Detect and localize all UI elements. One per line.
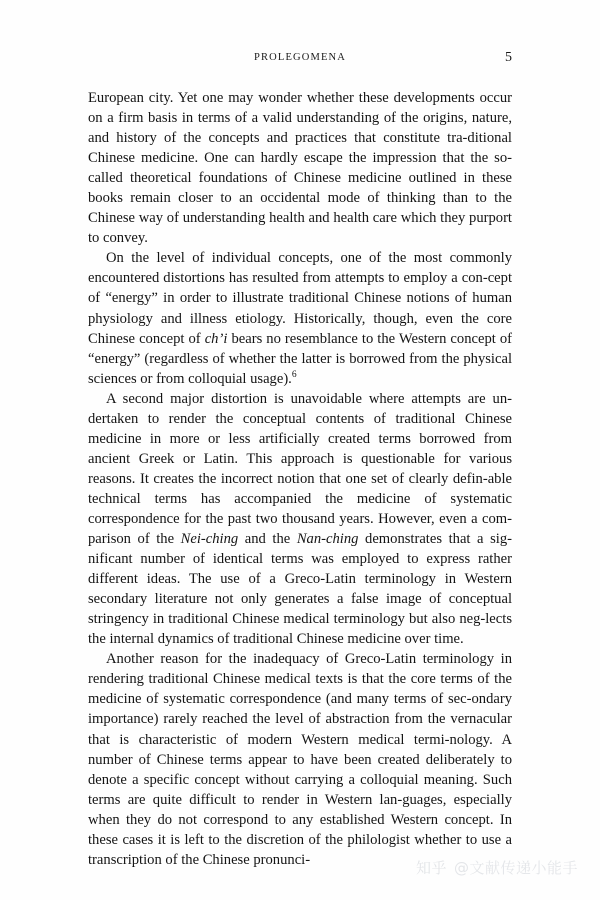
text-run: A second major distortion is unavoidable where attempts are un-dertaken to render the conceptual contents of traditional Chinese medicine in more or less artificially created terms borrowed from ancient Greek or Latin. This approach is questionable for various reasons. It creates the incorrect notion that one set of clearly defin-able technical terms has accompanied the medicine of systematic correspondence for the past two thousand years. However, even a com-parison of the — [88, 390, 512, 548]
body-text-block — [88, 88, 512, 870]
text-run: On the level of individual concepts, one of the most commonly encountered distortions has resulted from attempts to employ a con-cept of “energy” in order to illustrate traditional Chinese notions of human physiology and illness etiology. Historically, though, even the core Chinese concept of — [88, 250, 512, 347]
text-run: demonstrates that a sig-nificant number of identical terms was employed to express rather different ideas. The use of a Greco-Latin terminology in Western secondary literature not only generates a false image of conceptual stringency in traditional Chinese medical terminology but also neg-lects the internal dynamics of traditional Chinese medicine over time. — [88, 531, 512, 648]
watermark — [416, 857, 578, 878]
text-run: bears no resemblance to the Western concept of “energy” (regardless of whether the latter is borrowed from the physical sciences or from colloquial usage). — [88, 330, 512, 387]
watermark-handle: @文献传递小能手 — [453, 859, 578, 877]
italic-term: ch’i — [204, 330, 228, 347]
paragraph — [88, 649, 512, 870]
paragraph — [88, 248, 512, 388]
running-head — [88, 52, 512, 70]
zhihu-logo-text: 知乎 — [415, 859, 447, 877]
text-run: Another reason for the inadequacy of Greco-Latin terminology in rendering traditional Chinese medical texts is that the core terms of the medicine of systematic correspondence (and many terms of sec-ondary importance) rarely reached the level of abstraction from the vernacular that is characteristic of modern Western medical termi-nology. A number of Chinese terms appear to have been created deliberately to denote a specific concept without carrying a colloquial meaning. Such terms are quite difficult to render in Western lan-guages, especially when they do not correspond to any established Western concept. In these cases it is left to the discretion of the philologist whether to use a transcription of the Chinese pronunci- — [88, 651, 512, 868]
page-number: 5 — [505, 50, 512, 65]
italic-term: Nan-ching — [296, 531, 359, 548]
text-run: European city. Yet one may wonder whether these developments occur on a firm basis in terms of a valid understanding of the origins, nature, and history of the concepts and practices that constitute tra-ditional Chinese medicine. One can hardly escape the impression that the so-called theoretical foundations of Chinese medicine outlined in these books remain closer to an occidental mode of thinking than to the Chinese way of understanding health and health care which they purport to convey. — [88, 90, 512, 247]
running-head-title: PROLEGOMENA — [254, 52, 346, 63]
paragraph — [88, 88, 512, 248]
text-run: and the — [238, 531, 297, 548]
italic-term: Nei-ching — [180, 531, 239, 548]
footnote-marker: 6 — [291, 369, 297, 380]
paragraph — [88, 389, 512, 650]
